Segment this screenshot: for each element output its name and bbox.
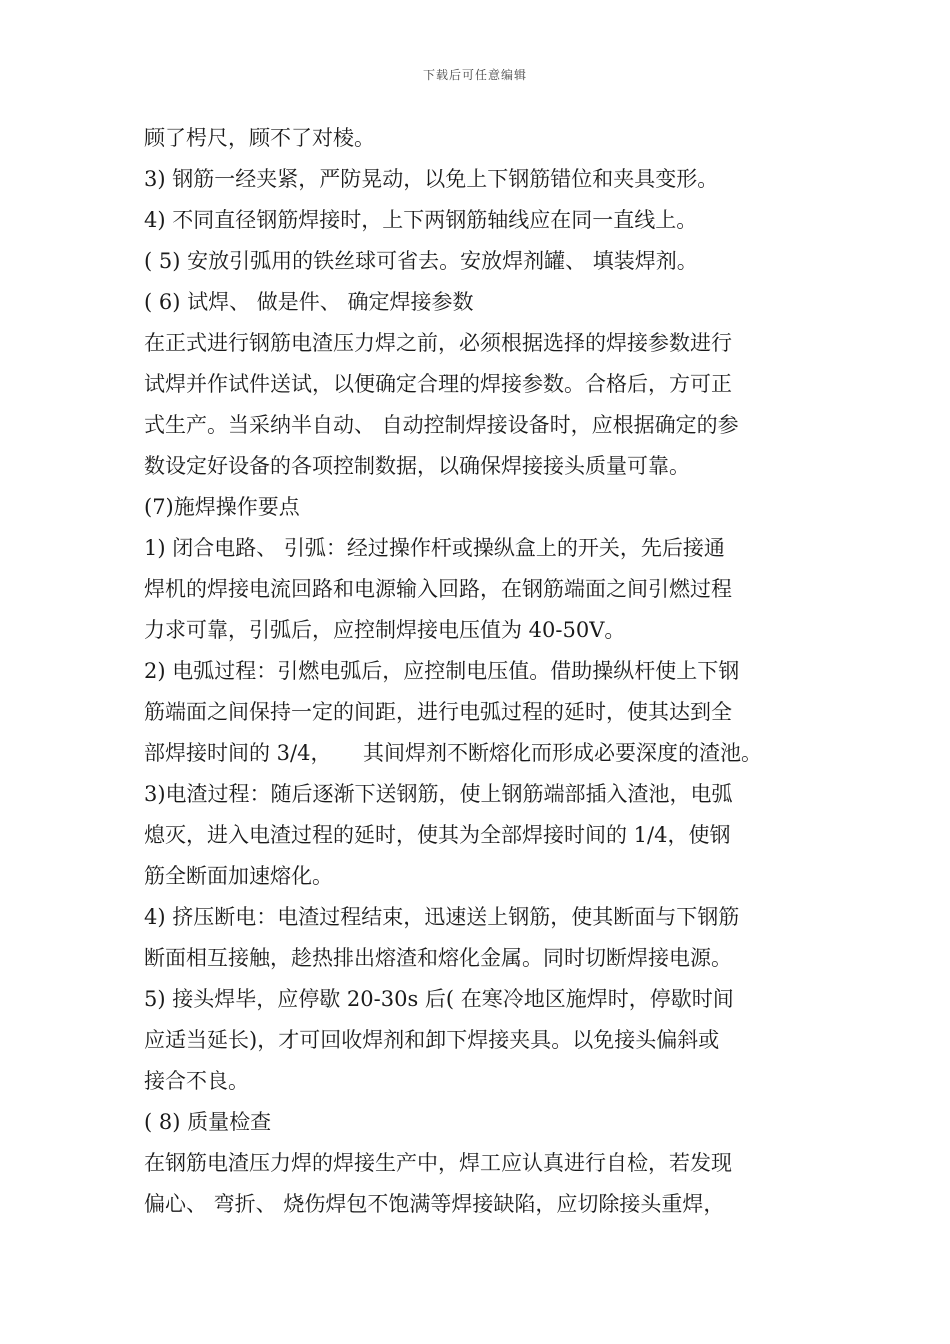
text-line: 偏心、 弯折、 烧伤焊包不饱满等焊接缺陷，应切除接头重焊， xyxy=(144,1192,725,1216)
text-line: 3) 钢筋一经夹紧，严防晃动，以免上下钢筋错位和夹具变形。 xyxy=(144,167,719,191)
text-line: 数设定好设备的各项控制数据，以确保焊接接头质量可靠。 xyxy=(144,454,690,478)
section-heading: (7)施焊操作要点 xyxy=(144,495,300,519)
text-line: 3)电渣过程：随后逐渐下送钢筋，使上钢筋端部插入渣池，电弧 xyxy=(144,782,733,806)
text-line: 力求可靠，引弧后，应控制焊接电压值为 40-50V。 xyxy=(144,618,626,642)
text-line: 部焊接时间的 3/4， 其间焊剂不断熔化而形成必要深度的渣池。 xyxy=(144,741,762,765)
text-line: 筋全断面加速熔化。 xyxy=(144,864,333,888)
text-line: 2) 电弧过程：引燃电弧后，应控制电压值。借助操纵杆使上下钢 xyxy=(144,659,740,683)
text-line: 式生产。当采纳半自动、 自动控制焊接设备时，应根据确定的参 xyxy=(144,413,739,437)
page-header: 下载后可任意编辑 xyxy=(422,68,527,82)
document-body xyxy=(144,118,808,1225)
section-heading: ( 6) 试焊、 做是件、 确定焊接参数 xyxy=(144,290,474,314)
text-line: 4) 挤压断电：电渣过程结束，迅速送上钢筋，使其断面与下钢筋 xyxy=(144,905,740,929)
text-line: 筋端面之间保持一定的间距，进行电弧过程的延时，使其达到全 xyxy=(144,700,732,724)
text-line: 5) 接头焊毕，应停歇 20-30s 后( 在寒冷地区施焊时，停歇时间 xyxy=(144,987,734,1011)
text-line: 接合不良。 xyxy=(144,1069,249,1093)
text-line: 焊机的焊接电流回路和电源输入回路，在钢筋端面之间引燃过程 xyxy=(144,577,732,601)
text-line: 顾了枵尺，顾不了对棱。 xyxy=(144,126,375,150)
section-heading: ( 8) 质量检查 xyxy=(144,1110,272,1134)
text-line: 在钢筋电渣压力焊的焊接生产中，焊工应认真进行自检，若发现 xyxy=(144,1151,732,1175)
text-line: ( 5) 安放引弧用的铁丝球可省去。安放焊剂罐、 填装焊剂。 xyxy=(144,249,698,273)
text-line: 在正式进行钢筋电渣压力焊之前，必须根据选择的焊接参数进行 xyxy=(144,331,732,355)
text-line: 4) 不同直径钢筋焊接时，上下两钢筋轴线应在同一直线上。 xyxy=(144,208,698,232)
text-line: 应适当延长)，才可回收焊剂和卸下焊接夹具。以免接头偏斜或 xyxy=(144,1028,720,1052)
text-line: 1) 闭合电路、 引弧：经过操作杆或操纵盒上的开关，先后接通 xyxy=(144,536,725,560)
text-line: 试焊并作试件送试，以便确定合理的焊接参数。合格后，方可正 xyxy=(144,372,732,396)
text-line: 断面相互接触，趁热排出熔渣和熔化金属。同时切断焊接电源。 xyxy=(144,946,732,970)
text-line: 熄灭，进入电渣过程的延时，使其为全部焊接时间的 1/4，使钢 xyxy=(144,823,731,847)
